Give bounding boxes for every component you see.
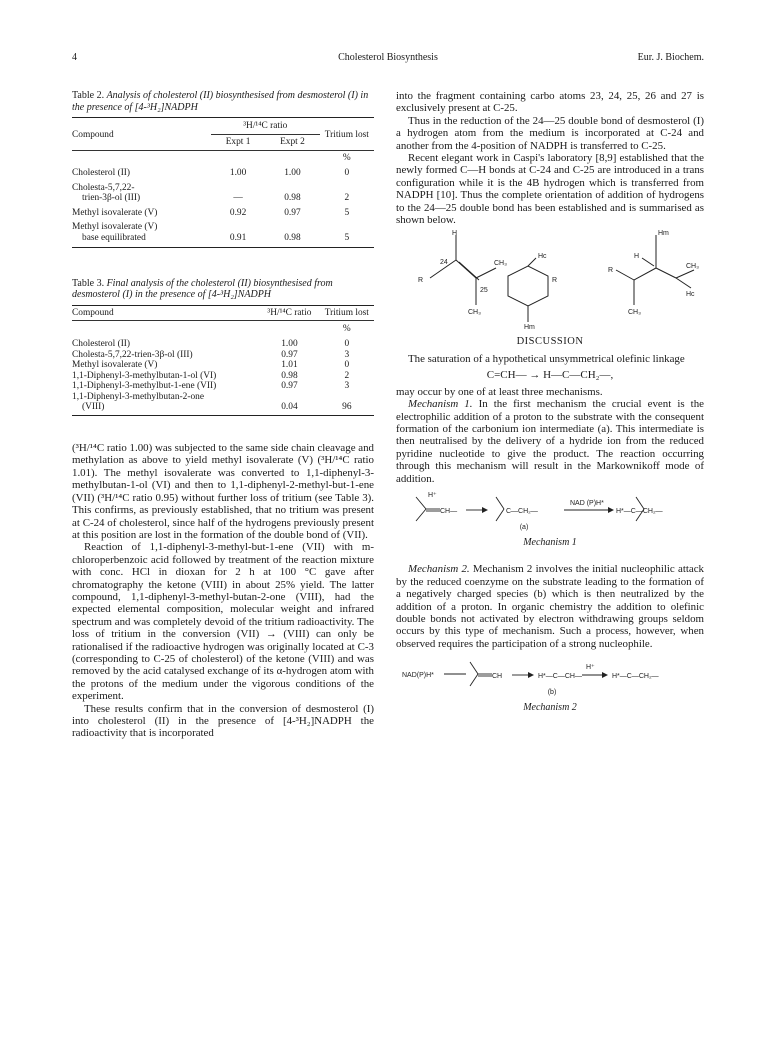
t2-r3-lost: 5 bbox=[344, 232, 350, 243]
table3-title: Final analysis of the cholesterol (II) biosynthesised from desmosterol (I) in the presence of [4-³H₂]NADPH bbox=[72, 277, 333, 301]
t2-col-ratio: ³H/¹⁴C ratio bbox=[243, 121, 288, 132]
svg-text:R: R bbox=[552, 277, 558, 285]
t3-r4-lost: 3 bbox=[344, 381, 350, 392]
t3-r1-ratio: 0.97 bbox=[281, 349, 298, 360]
table-row bbox=[72, 179, 374, 194]
t2-unit: % bbox=[320, 151, 374, 168]
mechanism-2-label: Mechanism 2. bbox=[408, 563, 470, 576]
t2-r2-e2: 0.97 bbox=[284, 207, 301, 218]
svg-text:R: R bbox=[608, 267, 614, 275]
mechanism-1-label: Mechanism 1. bbox=[408, 398, 473, 411]
t2-r1-name: Cholesta-5,7,22- bbox=[72, 182, 135, 193]
t3-r4-ratio: 0.97 bbox=[281, 381, 298, 392]
table-row bbox=[72, 218, 374, 233]
right-para-1: into the fragment containing carbo atoms 23, 24, 25, 26 and 27 is exclusively present at C-25. bbox=[396, 90, 704, 115]
t2-r2-lost: 5 bbox=[344, 207, 350, 218]
t3-r3-name: 1,1-Diphenyl-3-methylbutan-1-ol (VI) bbox=[72, 370, 217, 381]
svg-text:R: R bbox=[418, 277, 424, 285]
svg-text:24: 24 bbox=[440, 259, 448, 267]
mechanism-1-text: In the first mechanism the crucial event is the electrophilic addition of a proton to the substrate with the consequent formation of the carbonium ion intermediate (a). This intermediate is then neutralised by the delivery of a hydride ion from the reduced pyridine nucleotide to give the product. The reaction occurring through this mechanism will result in the Markownikoff mode of addition. bbox=[396, 398, 704, 485]
t3-r5-ratio: 0.04 bbox=[281, 402, 298, 413]
left-para-3: These results confirm that in the conversion of desmosterol (I) into cholesterol (II) in the presence of [4-³H₂]NADPH the radioactivity that is incorporated bbox=[72, 702, 374, 740]
t2-r0-lost: 0 bbox=[344, 167, 350, 178]
svg-text:H*—C—CH₂—: H*—C—CH₂— bbox=[612, 673, 659, 681]
m2-reagent-label: NAD(P)H* bbox=[402, 672, 434, 680]
journal-name: Eur. J. Biochem. bbox=[637, 52, 704, 63]
svg-text:H*—C—CH₂—: H*—C—CH₂— bbox=[616, 507, 663, 515]
table-row bbox=[72, 402, 374, 415]
t3-r1-lost: 3 bbox=[344, 349, 350, 360]
svg-text:Hc: Hc bbox=[686, 291, 695, 299]
table2-caption bbox=[72, 90, 374, 113]
t2-r3-name2: base equilibrated bbox=[82, 232, 146, 243]
mechanism-2-text: Mechanism 2 involves the initial nucleophilic attack by the reduced coenzyme on the substrate leading to the formation of a negatively charged species (b) which is then neutralized by the addition of a proton. In organic chemistry the addition to olefinic double bonds not activated by electron withdrawing groups seldom occurs by this type of mechanism. Such a process, however, when observed requires the participation of a strong nucleophile. bbox=[396, 563, 704, 650]
m1-sub-label: (a) bbox=[519, 523, 529, 531]
t3-r1-name: Cholesta-5,7,22-trien-3β-ol (III) bbox=[72, 349, 193, 360]
page-number: 4 bbox=[72, 52, 77, 63]
svg-text:25: 25 bbox=[480, 287, 488, 295]
t3-r2-name: Methyl isovalerate (V) bbox=[72, 360, 158, 371]
table-row bbox=[72, 381, 374, 392]
table-row bbox=[72, 371, 374, 382]
t3-r5-name: 1,1-Diphenyl-3-methylbutan-2-one bbox=[72, 391, 204, 402]
saturation-equation: C=CH— → H—C—CH₂—, bbox=[486, 369, 614, 382]
t2-r1-name2: trien-3β-ol (III) bbox=[82, 193, 141, 204]
right-column bbox=[396, 90, 704, 715]
t2-r1-e2: 0.98 bbox=[284, 193, 301, 204]
table2-label: Table 2. bbox=[72, 90, 105, 101]
right-para-3: Recent elegant work in Caspi's laboratory [8,9] established that the newly formed C—H bonds at C-24 and C-25 are introduced in a trans configuration while it is the 4B hydrogen which is transferred from NADPH [10]. Thus the complete orientation of addition of hydrogens to the 24—25 double bond has been established and is summarised as shown below. bbox=[396, 152, 704, 227]
table-row bbox=[72, 193, 374, 204]
t2-r1-lost: 2 bbox=[344, 193, 350, 204]
svg-text:H: H bbox=[634, 253, 640, 261]
t2-r0-e2: 1.00 bbox=[284, 167, 301, 178]
m2-sub-label: (b) bbox=[547, 689, 557, 697]
table-row bbox=[72, 350, 374, 361]
left-para-1: (³H/¹⁴C ratio 1.00) was subjected to the same side chain cleavage and methylation as above to yield methyl isovalerate (V) (³H/¹⁴C ratio 1.01). The methyl isovalerate was converted to 1,1-diphenyl-3-methylbutan-1-ol (VI) and then to 1,1-diphenyl-2-methyl-but-1-ene (VII) (³H/¹⁴C ratio 0.95) without further loss of tritium (see Table 3). This confirms, as previously established, that no tritium was present at C-24 of cholesterol, since half of the hydrogens previously present at this position are lost in the formation of the double bond of (VII). bbox=[72, 442, 374, 541]
t2-r1-e1: — bbox=[233, 193, 243, 204]
mechanism-1-caption: Mechanism 1 bbox=[523, 536, 577, 548]
svg-text:H⁺: H⁺ bbox=[428, 491, 437, 499]
t2-col-expt2: Expt 2 bbox=[265, 134, 319, 151]
table-row bbox=[72, 204, 374, 219]
svg-text:CH: CH bbox=[492, 673, 503, 681]
svg-text:Hc: Hc bbox=[538, 253, 547, 261]
t2-r2-name: Methyl isovalerate (V) bbox=[72, 207, 158, 218]
mechanism-2-caption: Mechanism 2 bbox=[523, 702, 577, 714]
svg-text:Hm: Hm bbox=[524, 324, 535, 331]
m2-arrow-label: H⁺ bbox=[586, 664, 595, 672]
t2-r3-e1: 0.91 bbox=[229, 232, 247, 243]
t3-r5-lost: 96 bbox=[342, 402, 352, 413]
mechanism-2-scheme bbox=[396, 654, 704, 698]
svg-text:CH—: CH— bbox=[440, 507, 458, 515]
svg-text:CH₃: CH₃ bbox=[628, 309, 641, 317]
discussion-heading: DISCUSSION bbox=[516, 336, 584, 348]
t3-r5-name2: (VIII) bbox=[82, 402, 105, 413]
svg-text:Hm: Hm bbox=[658, 230, 669, 238]
t3-r0-ratio: 1.00 bbox=[281, 338, 298, 349]
t3-r0-name: Cholesterol (II) bbox=[72, 338, 131, 349]
running-title: Cholesterol Biosynthesis bbox=[338, 52, 438, 63]
t3-col-compound: Compound bbox=[72, 305, 259, 321]
t3-r3-ratio: 0.98 bbox=[281, 370, 298, 381]
right-para-2: Thus in the reduction of the 24—25 double bond of desmosterol (I) a hydrogen atom from the medium is incorporated at C-24 and another from the 4-position of NADPH is transferred to C-25. bbox=[396, 114, 704, 152]
t3-r3-lost: 2 bbox=[344, 370, 350, 381]
left-para-2: Reaction of 1,1-diphenyl-3-methyl-but-1-ene (VII) with m-chloroperbenzoic acid followed by treatment of the reaction mixture with conc. HCl in dioxan for 2 h at 100 °C gave after chromatography the ketone (VIII) in about 25% yield. The latter compound, 1,1-diphenyl-3-methyl-butan-2-one (VIII), had the expected elemental composition, molecular weight and infrared spectrum and was completely devoid of the tritium radioactivity. The loss of tritium in the conversion (VII) → (VIII) can only be rationalised if the radioactive hydrogen was originally located at C-3 (corresponding to C-25 of cholesterol) of the ketone (VIII) and was removed by the acid catalysed exchange of its α-hydrogen atom with the protons of the medium under the vigorous conditions of the experiment. bbox=[72, 541, 374, 703]
t2-r3-e2: 0.98 bbox=[284, 232, 301, 243]
table-row bbox=[72, 392, 374, 403]
table-row bbox=[72, 339, 374, 350]
t2-r0-name: Cholesterol (II) bbox=[72, 167, 131, 178]
t3-r2-lost: 0 bbox=[344, 360, 350, 371]
table3 bbox=[72, 305, 374, 416]
table-row bbox=[72, 233, 374, 247]
svg-text:H*—C—CH—: H*—C—CH— bbox=[538, 673, 582, 681]
t3-r2-ratio: 1.01 bbox=[281, 360, 298, 371]
svg-text:CH₃: CH₃ bbox=[686, 263, 699, 271]
t3-col-ratio: ³H/¹⁴C ratio bbox=[259, 305, 319, 321]
table3-caption bbox=[72, 278, 374, 301]
svg-text:C—CH₂—: C—CH₂— bbox=[506, 507, 538, 515]
svg-text:CH₃: CH₃ bbox=[494, 260, 507, 268]
svg-text:CH₃: CH₃ bbox=[468, 309, 481, 317]
table3-label: Table 3. bbox=[72, 277, 105, 289]
svg-text:H: H bbox=[452, 230, 458, 238]
t3-r4-name: 1,1-Diphenyl-3-methylbut-1-ene (VII) bbox=[72, 381, 217, 392]
right-para-4: The saturation of a hypothetical unsymmetrical olefinic linkage bbox=[408, 352, 685, 365]
table2 bbox=[72, 117, 374, 247]
t2-r2-e1: 0.92 bbox=[229, 207, 247, 218]
table2-title: Analysis of cholesterol (II) biosynthesised from desmosterol (I) in the presence of [4-³H₂]NADPH bbox=[72, 90, 369, 113]
t2-col-compound: Compound bbox=[72, 130, 114, 141]
table-row bbox=[72, 168, 374, 179]
t3-unit: % bbox=[342, 324, 351, 335]
t3-col-tritium: Tritium lost bbox=[320, 305, 374, 321]
table-row bbox=[72, 360, 374, 371]
t2-col-tritium: Tritium lost bbox=[324, 130, 369, 141]
t3-r0-lost: 0 bbox=[344, 338, 350, 349]
running-header bbox=[72, 52, 704, 68]
t2-col-expt1: Expt 1 bbox=[211, 134, 265, 151]
t2-r0-e1: 1.00 bbox=[229, 167, 247, 178]
right-para-5: may occur by one of at least three mechanisms. bbox=[396, 385, 603, 398]
t2-r3-name: Methyl isovalerate (V) bbox=[72, 222, 158, 233]
left-column bbox=[72, 90, 374, 740]
stereochemistry-scheme bbox=[396, 230, 704, 330]
mechanism-1-scheme bbox=[396, 489, 704, 533]
m1-arrow-label: NAD (P)H* bbox=[570, 499, 604, 507]
